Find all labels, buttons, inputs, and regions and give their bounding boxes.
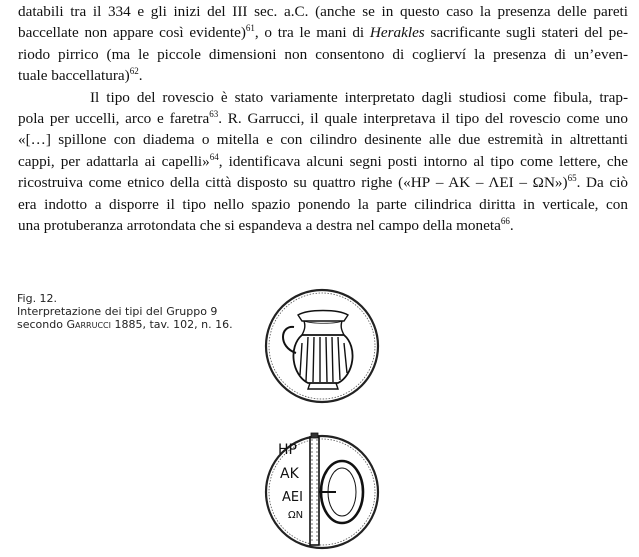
coin-reverse xyxy=(266,433,378,548)
para2-line4 xyxy=(18,151,628,172)
fibula-icon xyxy=(310,433,363,545)
text-span: , o tra le mani di xyxy=(254,24,370,42)
para2-line6: era indotto a disporre il tipo nello spazio ponendo la parte cilindrica diritta in verticale, con xyxy=(18,195,628,213)
footnote-63: 63 xyxy=(209,108,219,119)
text-span: . xyxy=(509,216,514,234)
caption-line1: Interpretazione dei tipi del Gruppo 9 xyxy=(17,305,218,318)
text-span: pola per uccelli, arco e faretra xyxy=(18,109,210,127)
body-text xyxy=(18,1,628,236)
text-span: tuale baccellatura) xyxy=(18,67,130,85)
jug-icon xyxy=(283,311,353,390)
text-span: secondo xyxy=(17,318,67,331)
italic-herakles: Herakles xyxy=(369,24,425,42)
footnote-61: 61 xyxy=(245,23,255,34)
para1-line3: riodo pirrico (ma le piccole dimensioni non consentono di coglierví la presenza di un’even- xyxy=(18,45,628,63)
figure-caption xyxy=(17,292,233,331)
para1-line2 xyxy=(18,22,628,43)
text-span: , identificava alcuni segni posti intorno al tipo come lettere, che xyxy=(218,152,628,170)
text-span: cappi, per adattarla ai capelli» xyxy=(18,152,210,170)
para1-line1: databili tra il 334 e gli inizi del III sec. a.C. (anche se in questo caso la presenza delle pareti xyxy=(18,3,628,20)
para2-line1: Il tipo del rovescio è stato variamente interpretato dagli studiosi come fibula, trap- xyxy=(90,88,628,106)
figure-number: Fig. 12. xyxy=(17,292,58,305)
author-name: Garrucci xyxy=(66,318,111,331)
text-span: ricostruiva come etnico della città disposto su quattro righe («ΗΡ – ΑΚ – ΛΕΙ – ΩΝ») xyxy=(18,174,568,192)
coin-drawing xyxy=(252,287,392,555)
text-span: . xyxy=(138,67,143,85)
footnote-64: 64 xyxy=(209,151,219,162)
legend-row-1: ΗΡ xyxy=(278,442,297,458)
text-span: sacrificante sugli stateri del pe- xyxy=(424,24,628,42)
text-span: baccellate non appare così evidente) xyxy=(18,24,246,42)
text-span: . R. Garrucci, il quale interpretava il tipo del rovescio come uno xyxy=(218,109,628,127)
text-span: 1885, tav. 102, n. 16. xyxy=(110,318,233,331)
legend-row-3: ΑΕΙ xyxy=(282,490,303,505)
legend-row-2: ΑΚ xyxy=(280,466,299,482)
caption-line2 xyxy=(17,318,233,331)
coin-obverse xyxy=(266,290,378,402)
text-span: una protuberanza arrotondata che si espandeva a destra nel campo della moneta xyxy=(18,216,501,234)
coin-legend xyxy=(278,442,303,521)
footnote-62: 62 xyxy=(129,66,139,77)
para2-line5 xyxy=(18,172,628,193)
footnote-66: 66 xyxy=(500,215,510,226)
legend-row-4: ΩΝ xyxy=(288,510,304,521)
para2-line2 xyxy=(18,108,628,129)
footnote-65: 65 xyxy=(567,173,577,184)
para2-line7 xyxy=(18,215,628,236)
text-span: . Da ciò xyxy=(576,174,629,192)
para2-line3: «[…] spillone con diadema o mitella e con cilindro desinente alle due estremità in altrettanti xyxy=(18,131,628,149)
para1-line4 xyxy=(18,65,628,86)
